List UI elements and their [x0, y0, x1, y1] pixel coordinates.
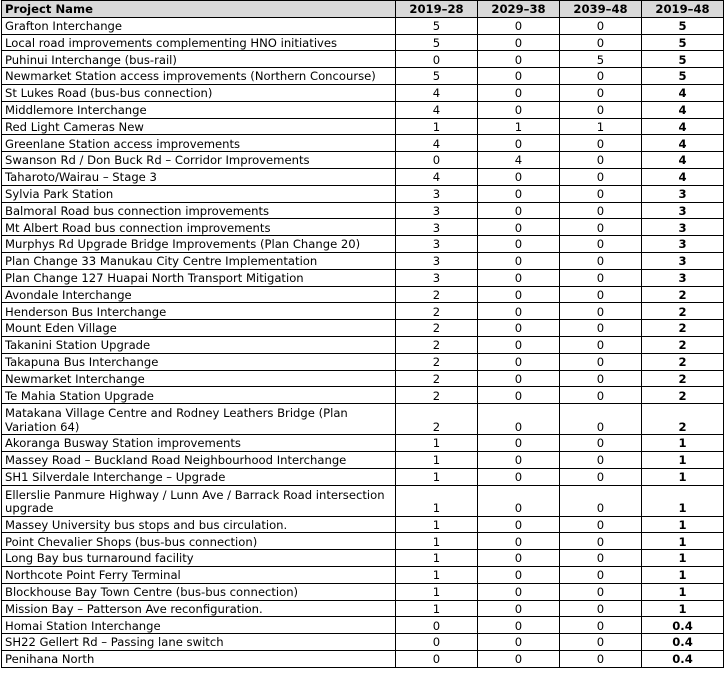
project-name-cell: St Lukes Road (bus-bus connection) [2, 84, 396, 101]
value-2039-48-cell: 0 [560, 485, 642, 516]
value-2019-28-cell: 4 [396, 135, 478, 152]
project-name-cell: Massey University bus stops and bus circulation. [2, 516, 396, 533]
value-2029-38-cell: 0 [478, 468, 560, 485]
value-2019-28-cell: 5 [396, 68, 478, 85]
total-2019-48-cell: 4 [642, 152, 724, 169]
value-2029-38-cell: 0 [478, 516, 560, 533]
project-name-cell: Point Chevalier Shops (bus-bus connection) [2, 533, 396, 550]
value-2019-28-cell: 2 [396, 353, 478, 370]
value-2029-38-cell: 0 [478, 101, 560, 118]
table-row [2, 320, 724, 337]
total-2019-48-cell: 0.4 [642, 617, 724, 634]
total-2019-48-cell: 1 [642, 600, 724, 617]
table-row [2, 600, 724, 617]
value-2019-28-cell: 1 [396, 485, 478, 516]
table-row [2, 516, 724, 533]
project-name-cell: Local road improvements complementing HNO initiatives [2, 34, 396, 51]
total-2019-48-cell: 3 [642, 236, 724, 253]
value-2039-48-cell: 0 [560, 566, 642, 583]
project-table [1, 0, 724, 668]
value-2039-48-cell: 0 [560, 202, 642, 219]
value-2039-48-cell: 0 [560, 336, 642, 353]
project-name-cell: Mt Albert Road bus connection improvements [2, 219, 396, 236]
total-2019-48-cell: 2 [642, 353, 724, 370]
value-2019-28-cell: 1 [396, 600, 478, 617]
total-2019-48-cell: 3 [642, 185, 724, 202]
total-2019-48-cell: 1 [642, 516, 724, 533]
value-2039-48-cell: 0 [560, 600, 642, 617]
project-name-cell: Homai Station Interchange [2, 617, 396, 634]
value-2019-28-cell: 3 [396, 219, 478, 236]
value-2019-28-cell: 4 [396, 168, 478, 185]
table-row [2, 168, 724, 185]
value-2029-38-cell: 0 [478, 634, 560, 651]
value-2019-28-cell: 2 [396, 387, 478, 404]
value-2029-38-cell: 0 [478, 566, 560, 583]
value-2019-28-cell: 5 [396, 34, 478, 51]
table-row [2, 219, 724, 236]
value-2029-38-cell: 0 [478, 17, 560, 34]
project-name-cell: Greenlane Station access improvements [2, 135, 396, 152]
total-2019-48-cell: 4 [642, 168, 724, 185]
value-2019-28-cell: 3 [396, 236, 478, 253]
value-2019-28-cell: 1 [396, 583, 478, 600]
value-2029-38-cell: 4 [478, 152, 560, 169]
value-2029-38-cell: 0 [478, 617, 560, 634]
value-2029-38-cell: 0 [478, 583, 560, 600]
value-2029-38-cell: 0 [478, 269, 560, 286]
value-2019-28-cell: 0 [396, 634, 478, 651]
value-2029-38-cell: 0 [478, 336, 560, 353]
value-2029-38-cell: 0 [478, 435, 560, 452]
value-2039-48-cell: 0 [560, 451, 642, 468]
table-row [2, 533, 724, 550]
project-name-cell: Sylvia Park Station [2, 185, 396, 202]
total-2019-48-cell: 1 [642, 550, 724, 567]
project-name-cell: Northcote Point Ferry Terminal [2, 566, 396, 583]
project-name-cell: Murphys Rd Upgrade Bridge Improvements (Plan Change 20) [2, 236, 396, 253]
table-row [2, 387, 724, 404]
value-2039-48-cell: 0 [560, 168, 642, 185]
table-row [2, 185, 724, 202]
total-2019-48-cell: 1 [642, 468, 724, 485]
table-row [2, 583, 724, 600]
project-name-cell: Matakana Village Centre and Rodney Leathers Bridge (Plan Variation 64) [2, 404, 396, 435]
value-2039-48-cell: 0 [560, 550, 642, 567]
table-row [2, 550, 724, 567]
value-2019-28-cell: 3 [396, 202, 478, 219]
value-2039-48-cell: 0 [560, 101, 642, 118]
value-2039-48-cell: 0 [560, 34, 642, 51]
project-name-cell: Taharoto/Wairau – Stage 3 [2, 168, 396, 185]
value-2029-38-cell: 0 [478, 485, 560, 516]
value-2039-48-cell: 0 [560, 320, 642, 337]
value-2029-38-cell: 0 [478, 185, 560, 202]
total-2019-48-cell: 3 [642, 219, 724, 236]
value-2029-38-cell: 0 [478, 168, 560, 185]
value-2029-38-cell: 0 [478, 387, 560, 404]
table-row [2, 118, 724, 135]
project-name-cell: Red Light Cameras New [2, 118, 396, 135]
total-2019-48-cell: 2 [642, 286, 724, 303]
value-2039-48-cell: 0 [560, 533, 642, 550]
table-row [2, 84, 724, 101]
value-2019-28-cell: 4 [396, 84, 478, 101]
value-2029-38-cell: 0 [478, 404, 560, 435]
project-name-cell: Avondale Interchange [2, 286, 396, 303]
value-2029-38-cell: 0 [478, 135, 560, 152]
value-2039-48-cell: 0 [560, 219, 642, 236]
total-2019-48-cell: 4 [642, 101, 724, 118]
table-row [2, 634, 724, 651]
value-2019-28-cell: 2 [396, 370, 478, 387]
project-name-cell: Mount Eden Village [2, 320, 396, 337]
project-name-cell: Akoranga Busway Station improvements [2, 435, 396, 452]
value-2019-28-cell: 3 [396, 269, 478, 286]
table-row [2, 152, 724, 169]
value-2039-48-cell: 0 [560, 152, 642, 169]
value-2039-48-cell: 0 [560, 650, 642, 667]
value-2019-28-cell: 3 [396, 252, 478, 269]
value-2019-28-cell: 0 [396, 152, 478, 169]
project-name-cell: Henderson Bus Interchange [2, 303, 396, 320]
project-name-cell: Blockhouse Bay Town Centre (bus-bus connection) [2, 583, 396, 600]
total-2019-48-cell: 3 [642, 202, 724, 219]
value-2039-48-cell: 1 [560, 118, 642, 135]
total-2019-48-cell: 0.4 [642, 634, 724, 651]
total-2019-48-cell: 2 [642, 320, 724, 337]
total-2019-48-cell: 1 [642, 566, 724, 583]
value-2019-28-cell: 0 [396, 51, 478, 68]
header-2039-48: 2039–48 [560, 1, 642, 18]
total-2019-48-cell: 5 [642, 68, 724, 85]
table-row [2, 617, 724, 634]
project-name-cell: Newmarket Station access improvements (Northern Concourse) [2, 68, 396, 85]
value-2019-28-cell: 1 [396, 550, 478, 567]
value-2029-38-cell: 0 [478, 550, 560, 567]
value-2019-28-cell: 0 [396, 617, 478, 634]
value-2019-28-cell: 4 [396, 101, 478, 118]
value-2039-48-cell: 0 [560, 370, 642, 387]
total-2019-48-cell: 2 [642, 303, 724, 320]
total-2019-48-cell: 1 [642, 485, 724, 516]
table-row [2, 485, 724, 516]
total-2019-48-cell: 4 [642, 84, 724, 101]
table-row [2, 353, 724, 370]
value-2019-28-cell: 1 [396, 451, 478, 468]
table-row [2, 135, 724, 152]
total-2019-48-cell: 5 [642, 34, 724, 51]
value-2019-28-cell: 1 [396, 566, 478, 583]
project-name-cell: Mission Bay – Patterson Ave reconfiguration. [2, 600, 396, 617]
value-2019-28-cell: 2 [396, 286, 478, 303]
table-row [2, 101, 724, 118]
value-2039-48-cell: 0 [560, 68, 642, 85]
table-row [2, 370, 724, 387]
project-name-cell: Ellerslie Panmure Highway / Lunn Ave / Barrack Road intersection upgrade [2, 485, 396, 516]
total-2019-48-cell: 2 [642, 387, 724, 404]
value-2039-48-cell: 5 [560, 51, 642, 68]
value-2029-38-cell: 0 [478, 451, 560, 468]
project-name-cell: Puhinui Interchange (bus-rail) [2, 51, 396, 68]
value-2039-48-cell: 0 [560, 84, 642, 101]
value-2029-38-cell: 0 [478, 600, 560, 617]
value-2019-28-cell: 2 [396, 320, 478, 337]
value-2039-48-cell: 0 [560, 634, 642, 651]
value-2029-38-cell: 0 [478, 68, 560, 85]
value-2039-48-cell: 0 [560, 303, 642, 320]
value-2039-48-cell: 0 [560, 135, 642, 152]
value-2029-38-cell: 0 [478, 303, 560, 320]
value-2039-48-cell: 0 [560, 404, 642, 435]
value-2019-28-cell: 5 [396, 17, 478, 34]
header-2019-28: 2019–28 [396, 1, 478, 18]
project-name-cell: Penihana North [2, 650, 396, 667]
value-2029-38-cell: 0 [478, 370, 560, 387]
value-2019-28-cell: 2 [396, 336, 478, 353]
value-2029-38-cell: 1 [478, 118, 560, 135]
total-2019-48-cell: 1 [642, 451, 724, 468]
table-row [2, 51, 724, 68]
value-2039-48-cell: 0 [560, 17, 642, 34]
table-row [2, 435, 724, 452]
value-2039-48-cell: 0 [560, 252, 642, 269]
value-2039-48-cell: 0 [560, 236, 642, 253]
value-2019-28-cell: 1 [396, 118, 478, 135]
table-row [2, 68, 724, 85]
table-row [2, 468, 724, 485]
total-2019-48-cell: 3 [642, 269, 724, 286]
value-2019-28-cell: 1 [396, 468, 478, 485]
value-2039-48-cell: 0 [560, 185, 642, 202]
value-2019-28-cell: 1 [396, 533, 478, 550]
project-name-cell: Plan Change 127 Huapai North Transport Mitigation [2, 269, 396, 286]
value-2029-38-cell: 0 [478, 252, 560, 269]
value-2029-38-cell: 0 [478, 650, 560, 667]
value-2029-38-cell: 0 [478, 84, 560, 101]
value-2019-28-cell: 3 [396, 185, 478, 202]
value-2029-38-cell: 0 [478, 236, 560, 253]
table-row [2, 566, 724, 583]
project-name-cell: Swanson Rd / Don Buck Rd – Corridor Improvements [2, 152, 396, 169]
value-2019-28-cell: 2 [396, 303, 478, 320]
total-2019-48-cell: 2 [642, 370, 724, 387]
value-2029-38-cell: 0 [478, 353, 560, 370]
value-2029-38-cell: 0 [478, 533, 560, 550]
header-project-name: Project Name [2, 1, 396, 18]
table-row [2, 650, 724, 667]
project-name-cell: Plan Change 33 Manukau City Centre Implementation [2, 252, 396, 269]
value-2019-28-cell: 2 [396, 404, 478, 435]
total-2019-48-cell: 5 [642, 17, 724, 34]
table-row [2, 336, 724, 353]
project-name-cell: Massey Road – Buckland Road Neighbourhood Interchange [2, 451, 396, 468]
project-name-cell: Grafton Interchange [2, 17, 396, 34]
value-2029-38-cell: 0 [478, 34, 560, 51]
total-2019-48-cell: 5 [642, 51, 724, 68]
table-row [2, 17, 724, 34]
value-2019-28-cell: 1 [396, 435, 478, 452]
value-2029-38-cell: 0 [478, 286, 560, 303]
value-2039-48-cell: 0 [560, 269, 642, 286]
table-row [2, 236, 724, 253]
header-row [2, 1, 724, 18]
total-2019-48-cell: 4 [642, 118, 724, 135]
total-2019-48-cell: 4 [642, 135, 724, 152]
value-2039-48-cell: 0 [560, 286, 642, 303]
total-2019-48-cell: 1 [642, 533, 724, 550]
total-2019-48-cell: 1 [642, 435, 724, 452]
value-2039-48-cell: 0 [560, 516, 642, 533]
total-2019-48-cell: 3 [642, 252, 724, 269]
project-name-cell: SH1 Silverdale Interchange – Upgrade [2, 468, 396, 485]
value-2029-38-cell: 0 [478, 51, 560, 68]
project-name-cell: Takanini Station Upgrade [2, 336, 396, 353]
header-2029-38: 2029–38 [478, 1, 560, 18]
total-2019-48-cell: 2 [642, 336, 724, 353]
project-name-cell: Balmoral Road bus connection improvements [2, 202, 396, 219]
total-2019-48-cell: 2 [642, 404, 724, 435]
total-2019-48-cell: 1 [642, 583, 724, 600]
value-2039-48-cell: 0 [560, 617, 642, 634]
value-2039-48-cell: 0 [560, 435, 642, 452]
project-name-cell: Takapuna Bus Interchange [2, 353, 396, 370]
value-2029-38-cell: 0 [478, 202, 560, 219]
table-row [2, 34, 724, 51]
value-2019-28-cell: 1 [396, 516, 478, 533]
table-row [2, 202, 724, 219]
project-name-cell: Long Bay bus turnaround facility [2, 550, 396, 567]
value-2039-48-cell: 0 [560, 387, 642, 404]
total-2019-48-cell: 0.4 [642, 650, 724, 667]
project-name-cell: Te Mahia Station Upgrade [2, 387, 396, 404]
project-name-cell: Middlemore Interchange [2, 101, 396, 118]
value-2019-28-cell: 0 [396, 650, 478, 667]
table-row [2, 269, 724, 286]
project-name-cell: Newmarket Interchange [2, 370, 396, 387]
table-row [2, 286, 724, 303]
table-row [2, 451, 724, 468]
value-2029-38-cell: 0 [478, 320, 560, 337]
value-2029-38-cell: 0 [478, 219, 560, 236]
table-row [2, 404, 724, 435]
header-2019-48: 2019–48 [642, 1, 724, 18]
table-row [2, 252, 724, 269]
table-row [2, 303, 724, 320]
value-2039-48-cell: 0 [560, 583, 642, 600]
project-name-cell: SH22 Gellert Rd – Passing lane switch [2, 634, 396, 651]
value-2039-48-cell: 0 [560, 468, 642, 485]
value-2039-48-cell: 0 [560, 353, 642, 370]
